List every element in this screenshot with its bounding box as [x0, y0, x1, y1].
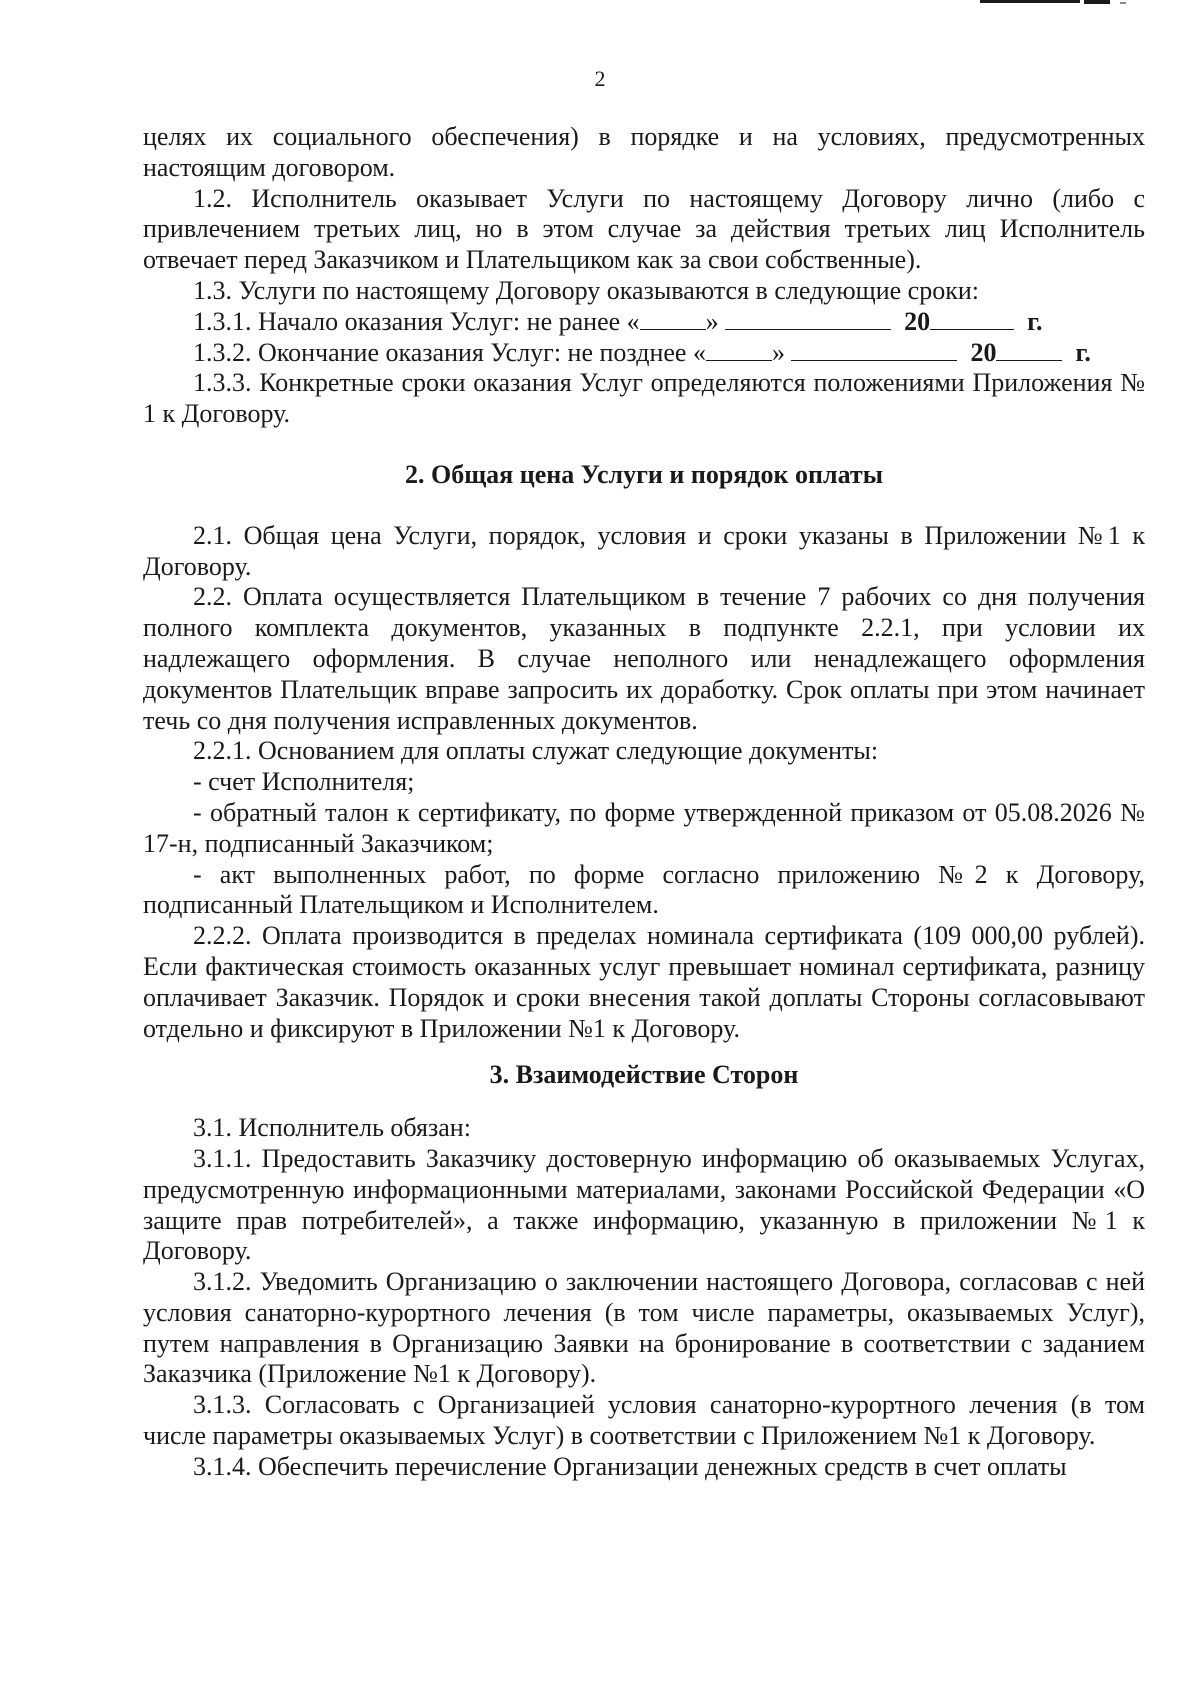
spacer: [143, 491, 1145, 521]
paragraph-1-3-2: [143, 338, 1145, 369]
term-start-mid: »: [705, 306, 719, 336]
document-list-item-invoice: - счет Исполнителя;: [193, 767, 415, 797]
section-2-title: 2. Общая цена Услуги и порядок оплаты: [404, 459, 884, 489]
term-start-month-blank[interactable]: [725, 307, 891, 330]
term-end-day-blank[interactable]: [706, 338, 772, 361]
paragraph-2-2-1: 2.2.1. Основанием для оплаты служат следующие документы:: [193, 736, 879, 766]
term-end-prefix: 1.3.2. Окончание оказания Услуг: не позднее «: [193, 337, 706, 367]
paragraph-3-1-2: 3.1.2. Уведомить Организацию о заключении настоящего Договора, согласовав с ней условия санаторно-курортного лечения (в том числе параметры, оказываемых Услуг), путем направления в Организацию Заявки на бронирование в соответствии с заданием Заказчика (Приложение №1 к Договору).: [143, 1267, 1145, 1389]
paragraph-1-3-3: 1.3.3. Конкретные сроки оказания Услуг определяются положениями Приложения № 1 к Договору.: [143, 368, 1145, 429]
header-bar-mark: [980, 0, 1140, 12]
term-start-year-blank[interactable]: [930, 307, 1014, 330]
spacer: [143, 1044, 1145, 1060]
term-start-day-blank[interactable]: [640, 307, 706, 330]
term-start-prefix: 1.3.1. Начало оказания Услуг: не ранее «: [193, 306, 640, 336]
paragraph-2-1: 2.1. Общая цена Услуги, порядок, условия и сроки указаны в Приложении №1 к Договору.: [143, 520, 1145, 581]
document-list-item-return-coupon: - обратный талон к сертификату, по форме утвержденной приказом от 05.08.2026 № 17-н, подписанный Заказчиком;: [143, 797, 1145, 858]
spacer: [143, 1091, 1145, 1113]
document-list-item-act: - акт выполненных работ, по форме согласно приложению №2 к Договору, подписанный Плательщиком и Исполнителем.: [143, 859, 1145, 920]
document-body: [143, 122, 1145, 1483]
paragraph-1-3: 1.3. Услуги по настоящему Договору оказываются в следующие сроки:: [193, 275, 979, 305]
term-end-year-prefix: 20: [970, 337, 997, 367]
term-end-suffix: г.: [1075, 337, 1091, 367]
term-start-suffix: г.: [1027, 306, 1043, 336]
paragraph-2-2: 2.2. Оплата осуществляется Плательщиком в течение 7 рабочих со дня получения полного комплекта документов, указанных в подпункте 2.2.1, при условии их надлежащего оформления. В случае неполного или ненадлежащего оформления документов Плательщик вправе запросить их доработку. Срок оплаты при этом начинает течь со дня получения исправленных документов.: [143, 582, 1145, 735]
paragraph-3-1-4: 3.1.4. Обеспечить перечисление Организации денежных средств в счет оплаты: [193, 1451, 1067, 1481]
term-end-mid: »: [771, 337, 785, 367]
page-number: 2: [594, 66, 606, 91]
paragraph-intro-continuation: целях их социального обеспечения) в порядке и на условиях, предусмотренных настоящим договором.: [143, 122, 1145, 182]
term-end-year-blank[interactable]: [996, 338, 1062, 361]
section-3-title: 3. Взаимодействие Сторон: [489, 1060, 799, 1090]
term-start-year-prefix: 20: [904, 306, 931, 336]
spacer: [143, 430, 1145, 460]
paragraph-3-1-1: 3.1.1. Предоставить Заказчику достоверную информацию об оказываемых Услугах, предусмотренную информационными материалами, законами Российской Федерации «О защите прав потребителей», а также информацию, указанную в приложении №1 к Договору.: [143, 1143, 1145, 1266]
paragraph-3-1-3: 3.1.3. Согласовать с Организацией условия санаторно-курортного лечения (в том числе параметры оказываемых Услуг) в соответствии с Приложением №1 к Договору.: [143, 1390, 1145, 1451]
paragraph-1-2: 1.2. Исполнитель оказывает Услуги по настоящему Договору лично (либо с привлечением третьих лиц, но в этом случае за действия третьих лиц Исполнитель отвечает перед Заказчиком и Плательщиком как за свои собственные).: [143, 183, 1145, 275]
paragraph-2-2-2: 2.2.2. Оплата производится в пределах номинала сертификата (109 000,00 рублей). Если фактическая стоимость оказанных услуг превышает номинал сертификата, разницу оплачивает Заказчик. Порядок и сроки внесения такой доплаты Стороны согласовывают отдельно и фиксируют в Приложении №1 к Договору.: [143, 921, 1145, 1043]
term-end-month-blank[interactable]: [791, 338, 957, 361]
paragraph-3-1: 3.1. Исполнитель обязан:: [193, 1113, 471, 1143]
paragraph-1-3-1: [143, 307, 1145, 338]
